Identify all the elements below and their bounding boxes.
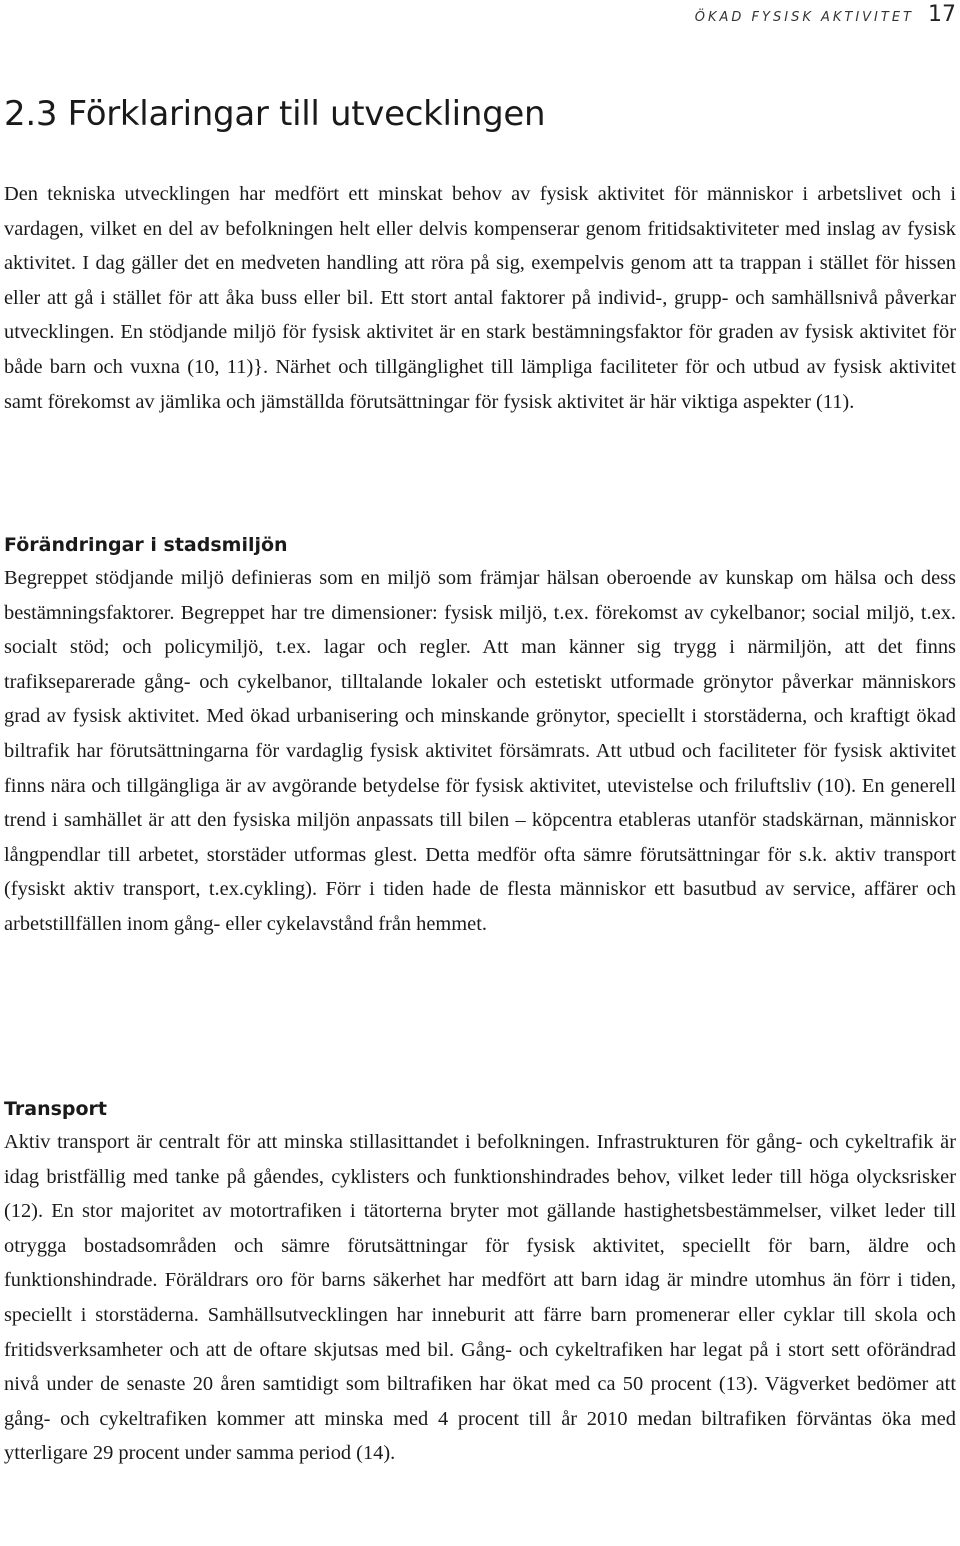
intro-paragraph: Den tekniska utvecklingen har medfört ett minskat behov av fysisk aktivitet för människor i arbetslivet och i vardagen, vilket en del av befolkningen helt eller delvis kompenserar genom fritidsaktiviteter med inslag av fysisk aktivitet. I dag gäller det en medveten handling att röra på sig, exempelvis genom att ta trappan i stället för hissen eller att gå i stället för att åka buss eller bil. Ett stort antal faktorer på individ-, grupp- och samhällsnivå påverkar utvecklingen. En stödjande miljö för fysisk aktivitet är en stark bestämningsfaktor för graden av fysisk aktivitet för både barn och vuxna (10, 11)}. Närhet och tillgänglighet till lämpliga faciliteter för och utbud av fysisk aktivitet samt förekomst av jämlika och jämställda förutsättningar för fysisk aktivitet är här viktiga aspekter (11). (4, 183, 956, 413)
stadsmiljo-heading: Förändringar i stadsmiljön (4, 534, 288, 556)
running-header (695, 2, 956, 27)
running-title: ÖKAD FYSISK AKTIVITET (694, 10, 914, 25)
intro-section (4, 177, 956, 419)
transport-section (4, 1094, 956, 1471)
transport-paragraph: Aktiv transport är centralt för att minska stillasittandet i befolkningen. Infrastrukturen för gång- och cykeltrafik är idag bristfällig med tanke på gåendes, cyklisters och funktionshindrades behov, vilket leder till höga olycksrisker (12). En stor majoritet av motortrafiken i tätorterna bryter mot gällande hastighetsbestämmelser, vilket leder till otrygga bostadsområden och sämre förutsättningar för fysisk aktivitet, speciellt för barn, äldre och funktionshindrade. Föräldrars oro för barns säkerhet har medfört att barn idag är mindre utomhus än förr i tiden, speciellt i storstäderna. Samhällsutvecklingen har inneburit att färre barn promenerar eller cyklar till skola och fritidsverksamheter och att de oftare skjutsas med bil. Gång- och cykeltrafiken har legat på i stort sett oförändrad nivå under de senaste 20 åren samtidigt som biltrafiken har ökat med ca 50 procent (13). Vägverket bedömer att gång- och cykeltrafiken kommer att minska med 4 procent till år 2010 medan biltrafiken förväntas öka med ytterligare 29 procent under samma period (14). (4, 1131, 956, 1465)
stadsmiljo-section (4, 530, 956, 942)
stadsmiljo-paragraph: Begreppet stödjande miljö definieras som en miljö som främjar hälsan oberoende av kunskap om hälsa och dess bestämningsfaktorer. Begreppet har tre dimensioner: fysisk miljö, t.ex. förekomst av cykelbanor; social miljö, t.ex. socialt stöd; och policymiljö, t.ex. lagar och regler. Att man känner sig trygg i närmiljön, att det finns trafikseparerade gång- och cykelbanor, tilltalande lokaler och estetiskt utformade grönytor påverkar människors grad av fysisk aktivitet. Med ökad urbanisering och minskande grönytor, speciellt i storstäderna, och kraftigt ökad biltrafik har förutsättningarna för vardaglig fysisk aktivitet försämrats. Att utbud och faciliteter för fysisk aktivitet finns nära och tillgängliga är av avgörande betydelse för fysisk aktivitet, utevistelse och friluftsliv (10). En generell trend i samhället är att den fysiska miljön anpassats till bilen – köpcentra etableras utanför stadskärnan, människor långpendlar till arbetet, storstäder utformas glest. Detta medför ofta sämre förutsättningar för s.k. aktiv transport (fysiskt aktiv transport, t.ex.cykling). Förr i tiden hade de flesta människor ett basutbud av service, affärer och arbetstillfällen inom gång- eller cykelavstånd från hemmet. (4, 567, 956, 935)
page-number: 17 (928, 2, 956, 27)
transport-heading: Transport (4, 1098, 108, 1120)
section-title: 2.3 Förklaringar till utvecklingen (4, 94, 546, 134)
